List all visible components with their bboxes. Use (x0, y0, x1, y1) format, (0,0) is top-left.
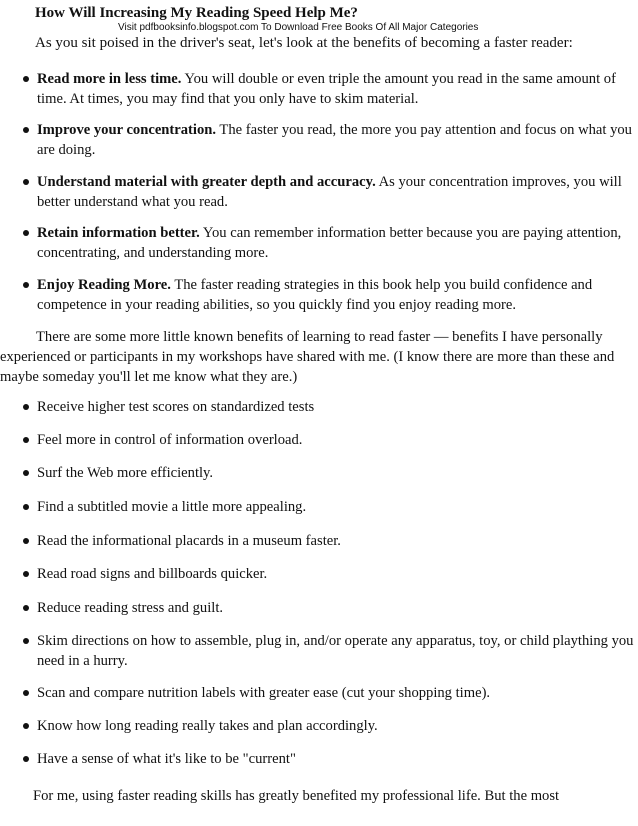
benefit-item (37, 120, 635, 160)
benefit-text: The faster you read, the more you pay attention and focus on what you are doing. (37, 122, 632, 158)
benefit-item (37, 69, 635, 109)
watermark-banner: Visit pdfbooksinfo.blogspot.com To Download Free Books Of All Major Categories (118, 22, 479, 33)
bullet-icon (23, 179, 29, 185)
bullet-icon (23, 723, 29, 729)
bullet-icon (23, 756, 29, 762)
bullet-icon (23, 571, 29, 577)
list-item-text: Have a sense of what it's like to be "current" (37, 751, 296, 767)
intro-paragraph: As you sit poised in the driver's seat, let's look at the benefits of becoming a faster reader: (35, 35, 573, 51)
list-item-text: Know how long reading really takes and plan accordingly. (37, 718, 378, 734)
list-item-text: Reduce reading stress and guilt. (37, 600, 224, 616)
bullet-icon (23, 605, 29, 611)
bullet-icon (23, 538, 29, 544)
benefit-item (37, 223, 635, 263)
benefit-text: You can remember information better because you are paying attention, concentrating, and understanding more. (37, 225, 622, 261)
list-item (37, 631, 635, 671)
bullet-icon (23, 230, 29, 236)
benefit-text: The faster reading strategies in this book help you build confidence and competence in your reading abilities, so you quickly find you enjoy reading more. (37, 277, 593, 313)
bullet-icon (23, 282, 29, 288)
list-item (37, 531, 635, 551)
bullet-icon (23, 404, 29, 410)
list-item (37, 716, 635, 736)
list-item-text: Find a subtitled movie a little more appealing. (37, 499, 307, 515)
list-item (37, 564, 635, 584)
bullet-icon (23, 437, 29, 443)
list-item (37, 598, 635, 618)
benefit-title: Enjoy Reading More. (37, 277, 171, 293)
list-item (37, 463, 635, 483)
list-item (37, 749, 635, 769)
closing-paragraph: For me, using faster reading skills has greatly benefited my professional life. But the most (33, 788, 560, 804)
benefit-item (37, 172, 635, 212)
benefit-title: Read more in less time. (37, 71, 182, 87)
list-item (37, 397, 635, 417)
list-item-text: Receive higher test scores on standardized tests (37, 399, 315, 415)
list-item (37, 430, 635, 450)
benefit-text: As your concentration improves, you will better understand what you read. (37, 174, 622, 210)
bullet-icon (23, 127, 29, 133)
benefit-title: Understand material with greater depth and accuracy. (37, 174, 376, 190)
middle-paragraph: There are some more little known benefits of learning to read faster — benefits I have personally experienced or participants in my workshops have shared with me. (I know there are more than these and maybe someday you'll let me know what they are.) (0, 329, 615, 385)
bullet-icon (23, 638, 29, 644)
list-item-text: Scan and compare nutrition labels with greater ease (cut your shopping time). (37, 685, 491, 701)
benefit-text: You will double or even triple the amount you read in the same amount of time. At times, you may find that you only have to skim material. (37, 71, 616, 107)
bullet-icon (23, 470, 29, 476)
list-item-text: Surf the Web more efficiently. (37, 465, 214, 481)
list-item (37, 497, 635, 517)
benefit-title: Improve your concentration. (37, 122, 217, 138)
benefit-title: Retain information better. (37, 225, 200, 241)
list-item-text: Feel more in control of information overload. (37, 432, 303, 448)
list-item-text: Skim directions on how to assemble, plug in, and/or operate any apparatus, toy, or child plaything you need in a hurry. (37, 633, 634, 669)
list-item-text: Read road signs and billboards quicker. (37, 566, 268, 582)
bullet-icon (23, 76, 29, 82)
list-item-text: Read the informational placards in a museum faster. (37, 533, 341, 549)
list-item (37, 683, 635, 703)
bullet-icon (23, 504, 29, 510)
benefit-item (37, 275, 635, 315)
section-heading: How Will Increasing My Reading Speed Help Me? (35, 5, 358, 21)
bullet-icon (23, 690, 29, 696)
